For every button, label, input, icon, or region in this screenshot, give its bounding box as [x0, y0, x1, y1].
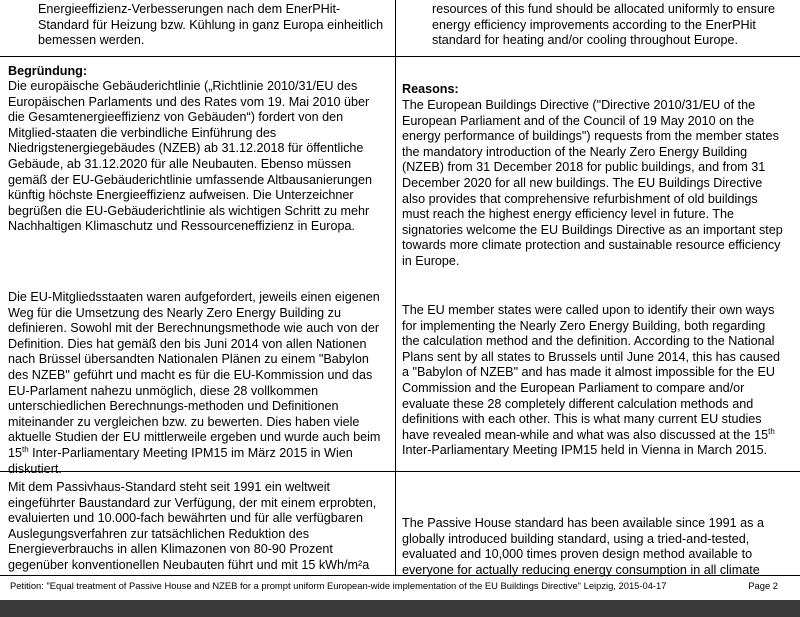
footer-text: Petition: "Equal treatment of Passive House and NZEB for a prompt uniform European-wide implementation of the EU Buildings Directive" Leipzig, 2015-04-17: [10, 580, 667, 591]
row-divider-1: [0, 56, 800, 57]
right-reason-heading: Reasons:: [402, 82, 459, 96]
right-paragraph-1: The European Buildings Directive ("Directive 2010/31/EU of the European Parliament and of the Council of 19 May 2010 on the energy performance of buildings") requests from the member states the mandatory introduction of the Nearly Zero Energy Building (NZEB) from 31 December 2018 for public buildings, and from 31 December 2020 for all new buildings. The EU Buildings Directive also provides that comprehensive refurbishment of old buildings must reach the highest energy efficiency level in future. The signatories welcome the EU Buildings Directive as an important step towards more climate protection and sustainable resource efficiency in Europe.: [402, 98, 783, 268]
left-paragraph-3: Mit dem Passivhaus-Standard steht seit 1991 ein weltweit eingeführter Baustandard zur Verfügung, der mit einem erprobten, evaluierten und 10.000-fach bewährten und für alle verfügbaren Auslegungsverfahren zur tatsächlichen Reduktion des Energieverbrauchs in allen Klimazonen von 80-90 Prozent gegenüber konventionellen Neubauten führt und mit 15 kWh/m²a: [8, 480, 377, 572]
viewer-bottom-bar: [0, 600, 800, 617]
left-reason-heading: Begründung:: [8, 64, 88, 78]
column-divider: [395, 0, 396, 575]
left-intro: Energieeffizienz-Verbesserungen nach dem EnerPHit-Standard für Heizung bzw. Kühlung in ganz Europa einheitlich bemessen werden.: [38, 2, 384, 48]
right-paragraph-3: The Passive House standard has been available since 1991 as a globally introduced building standard, using a tried-and-tested, evaluated and 10,000 times proven design method available to everyone for actually reducing energy consumption in all climate: [402, 516, 764, 577]
left-paragraph-1: Die europäische Gebäuderichtlinie („Richtlinie 2010/31/EU des Europäischen Parlaments und des Rates vom 19. Mai 2010 über die Gesamtenergieeffizienz von Gebäuden“) fordert von den Mitglied-staaten die verbindliche Einführung des Niedrigstenergiegebäudes (NZEB) ab 31.12.2018 für öffentliche Gebäude, ab 31.12.2020 für alle Neubauten. Ebenso müssen gemäß der EU-Gebäuderichtlinie umfassende Altbausanierungen künftig höchste Energieeffizienz aufweisen. Die Unterzeichner begrüßen die EU-Gebäuderichtlinie als wichtigen Schritt zu mehr Nachhaltigen Klimaschutz und Ressourceneffizienz in Europa.: [8, 79, 373, 234]
page-number: Page 2: [748, 580, 778, 591]
page-footer: [10, 580, 790, 591]
left-paragraph-2: Die EU-Mitgliedsstaaten waren aufgefordert, jeweils einen eigenen Weg für die Umsetzung des Nearly Zero Energy Building zu definieren. Sowohl mit der Berechnungsmethode wie auch von der Definition. Dies hat gemäß den bis Juni 2014 von allen Nationen nach Brüssel übersandten Nationalen Plänen zu einem "Babylon des NZEB" geführt und macht es für die EU-Kommission und das EU-Parlament nahezu unmöglich, diese 28 vollkommen unterschiedlichen Berechnungs-methoden und Definitionen miteinander zu vergleichen bzw. zu bewerten. Dies haben viele aktuelle Studien der EU mittlerweile ergeben und wurde auch beim 15th Inter-Parliamentary Meeting IPM15 im März 2015 in Wien diskutiert.: [8, 290, 381, 476]
right-paragraph-2: The EU member states were called upon to identify their own ways for implementing the Nearly Zero Energy Building, both regarding the calculation method and the definition. According to the National Plans sent by all states to Brussels until June 2014, this has caused a "Babylon of NZEB" and has made it almost impossible for the EU Commission and the European Parliament to compare and/or evaluate these 28 completely different calculation methods and definitions with each other. This is what many current EU studies have revealed mean-while and what was also discussed at the 15th Inter-Parliamentary Meeting IPM15 held in Vienna in March 2015.: [402, 303, 781, 458]
right-intro: resources of this fund should be allocated uniformly to ensure energy efficiency improvements according to the EnerPHit standard for heating and/or cooling throughout Europe.: [432, 2, 776, 48]
